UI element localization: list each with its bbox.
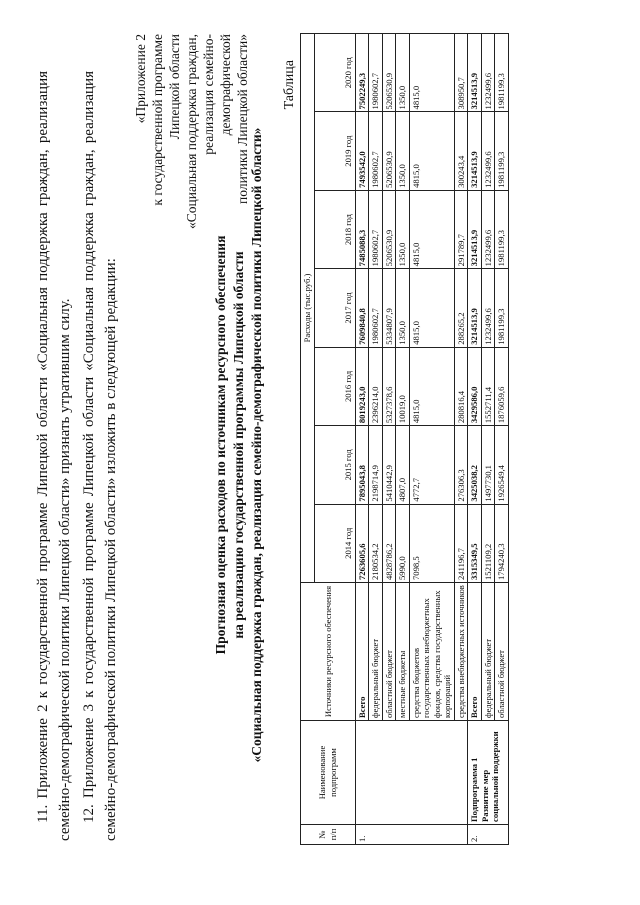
header-year: 2015 год <box>314 426 355 504</box>
value-cell: 7895043,8 <box>355 426 369 504</box>
value-cell: 1552711,4 <box>481 347 495 425</box>
appendix-line: политики Липецкой области» <box>235 34 250 204</box>
value-cell: 2396214,0 <box>369 347 383 425</box>
paragraph-11: 11. Приложение 2 к государственной программе Липецкой области «Социальная поддержка граждан, реализация семейно-демографической политики Липецкой области» признать утратившим силу. <box>35 71 73 841</box>
source-cell: федеральный бюджет <box>369 583 383 721</box>
source-cell: средства бюджетов государственных внебюджетных фондов, средства государственных корпораций <box>409 583 454 721</box>
table-body <box>355 34 508 845</box>
value-cell: 1350,0 <box>396 269 410 347</box>
value-cell: 288265,2 <box>454 269 468 347</box>
value-cell: 1981199,3 <box>495 190 509 268</box>
table-row <box>468 34 482 845</box>
value-cell: 4815,0 <box>409 347 454 425</box>
value-cell: 5410442,9 <box>382 426 396 504</box>
source-cell: областной бюджет <box>495 583 509 721</box>
table-row <box>355 34 369 845</box>
value-cell: 5990,0 <box>396 504 410 582</box>
value-cell: 3429586,0 <box>468 347 482 425</box>
heading-line: на реализацию государственной программы Липецкой области <box>231 251 246 639</box>
source-cell: федеральный бюджет <box>481 583 495 721</box>
value-cell: 1980602,7 <box>369 190 383 268</box>
value-cell: 276306,3 <box>454 426 468 504</box>
paragraph-12: 12. Приложение 3 к государственной программе Липецкой области «Социальная поддержка граждан, реализация семейно-демографической политики Липецкой области» изложить в следующей редакции: <box>81 71 119 841</box>
value-cell: 7098,5 <box>409 504 454 582</box>
header-expenses: Расходы (тыс.руб.) <box>301 34 315 583</box>
row-num: 2. <box>468 825 509 845</box>
value-cell: 3214513,9 <box>468 112 482 190</box>
value-cell: 4815,0 <box>409 269 454 347</box>
value-cell: 3214513,9 <box>468 269 482 347</box>
value-cell: 1980602,7 <box>369 34 383 112</box>
header-year: 2016 год <box>314 347 355 425</box>
value-cell: 4815,0 <box>409 190 454 268</box>
value-cell: 10019,0 <box>396 347 410 425</box>
value-cell: 280816,4 <box>454 347 468 425</box>
heading-line: «Социальная поддержка граждан, реализация семейно-демографической политики Липецкой области» <box>249 127 264 763</box>
value-cell: 4815,0 <box>409 34 454 112</box>
value-cell: 2180534,2 <box>369 504 383 582</box>
value-cell: 1876059,6 <box>495 347 509 425</box>
value-cell: 7502249,3 <box>355 34 369 112</box>
source-cell: областной бюджет <box>382 583 396 721</box>
header-year: 2014 год <box>314 504 355 582</box>
value-cell: 1232499,6 <box>481 34 495 112</box>
appendix-line: реализация семейно-демографической <box>201 34 233 155</box>
value-cell: 4807,0 <box>396 426 410 504</box>
header-num: № п/п <box>301 825 356 845</box>
value-cell: 1926549,4 <box>495 426 509 504</box>
source-cell: средства внебюджетных источников <box>454 583 468 721</box>
header-name: Наименование подпрограмм <box>301 721 356 825</box>
value-cell: 1232499,6 <box>481 112 495 190</box>
value-cell: 5327378,6 <box>382 347 396 425</box>
value-cell: 300243,4 <box>454 112 468 190</box>
appendix-line: к государственной программе Липецкой области <box>150 34 182 206</box>
value-cell: 7609840,8 <box>355 269 369 347</box>
value-cell: 1794240,3 <box>495 504 509 582</box>
header-year: 2017 год <box>314 269 355 347</box>
value-cell: 1521109,2 <box>481 504 495 582</box>
source-cell: Всего <box>355 583 369 721</box>
value-cell: 3214513,9 <box>468 190 482 268</box>
expenses-table <box>300 33 509 845</box>
header-year: 2019 год <box>314 112 355 190</box>
value-cell: 7485088,3 <box>355 190 369 268</box>
value-cell: 3425038,2 <box>468 426 482 504</box>
value-cell: 8019243,0 <box>355 347 369 425</box>
table-label: Таблица <box>282 60 297 110</box>
header-year: 2018 год <box>314 190 355 268</box>
value-cell: 1980602,7 <box>369 269 383 347</box>
value-cell: 5206530,9 <box>382 34 396 112</box>
value-cell: 291789,7 <box>454 190 468 268</box>
value-cell: 5334807,9 <box>382 269 396 347</box>
value-cell: 241196,7 <box>454 504 468 582</box>
value-cell: 1350,0 <box>396 112 410 190</box>
value-cell: 1350,0 <box>396 190 410 268</box>
row-num: 1. <box>355 825 468 845</box>
value-cell: 4772,7 <box>409 426 454 504</box>
value-cell: 7493542,0 <box>355 112 369 190</box>
value-cell: 1497730,1 <box>481 426 495 504</box>
subprogram-name: Подпрограмма 1 Развитие мер социальной поддержки <box>468 721 509 825</box>
source-cell: местные бюджеты <box>396 583 410 721</box>
value-cell: 7263605,6 <box>355 504 369 582</box>
table-heading <box>212 45 266 845</box>
value-cell: 3214513,9 <box>468 34 482 112</box>
value-cell: 1981199,3 <box>495 112 509 190</box>
heading-line: Прогнозная оценка расходов по источникам ресурсного обеспечения <box>213 235 228 655</box>
value-cell: 1981199,3 <box>495 34 509 112</box>
appendix-line: «Социальная поддержка граждан, <box>184 34 199 229</box>
value-cell: 2198714,9 <box>369 426 383 504</box>
value-cell: 3315349,5 <box>468 504 482 582</box>
value-cell: 1350,0 <box>396 34 410 112</box>
value-cell: 308950,7 <box>454 34 468 112</box>
value-cell: 1980602,7 <box>369 112 383 190</box>
appendix-line: «Приложение 2 <box>133 34 148 124</box>
value-cell: 5206530,9 <box>382 190 396 268</box>
subprogram-name <box>355 721 468 825</box>
value-cell: 4815,0 <box>409 112 454 190</box>
value-cell: 1232499,6 <box>481 190 495 268</box>
source-cell: Всего <box>468 583 482 721</box>
value-cell: 4828786,2 <box>382 504 396 582</box>
header-source: Источники ресурсного обеспечения <box>301 583 356 721</box>
value-cell: 1981199,3 <box>495 269 509 347</box>
value-cell: 5206530,9 <box>382 112 396 190</box>
value-cell: 1232499,6 <box>481 269 495 347</box>
header-year: 2020 год <box>314 34 355 112</box>
